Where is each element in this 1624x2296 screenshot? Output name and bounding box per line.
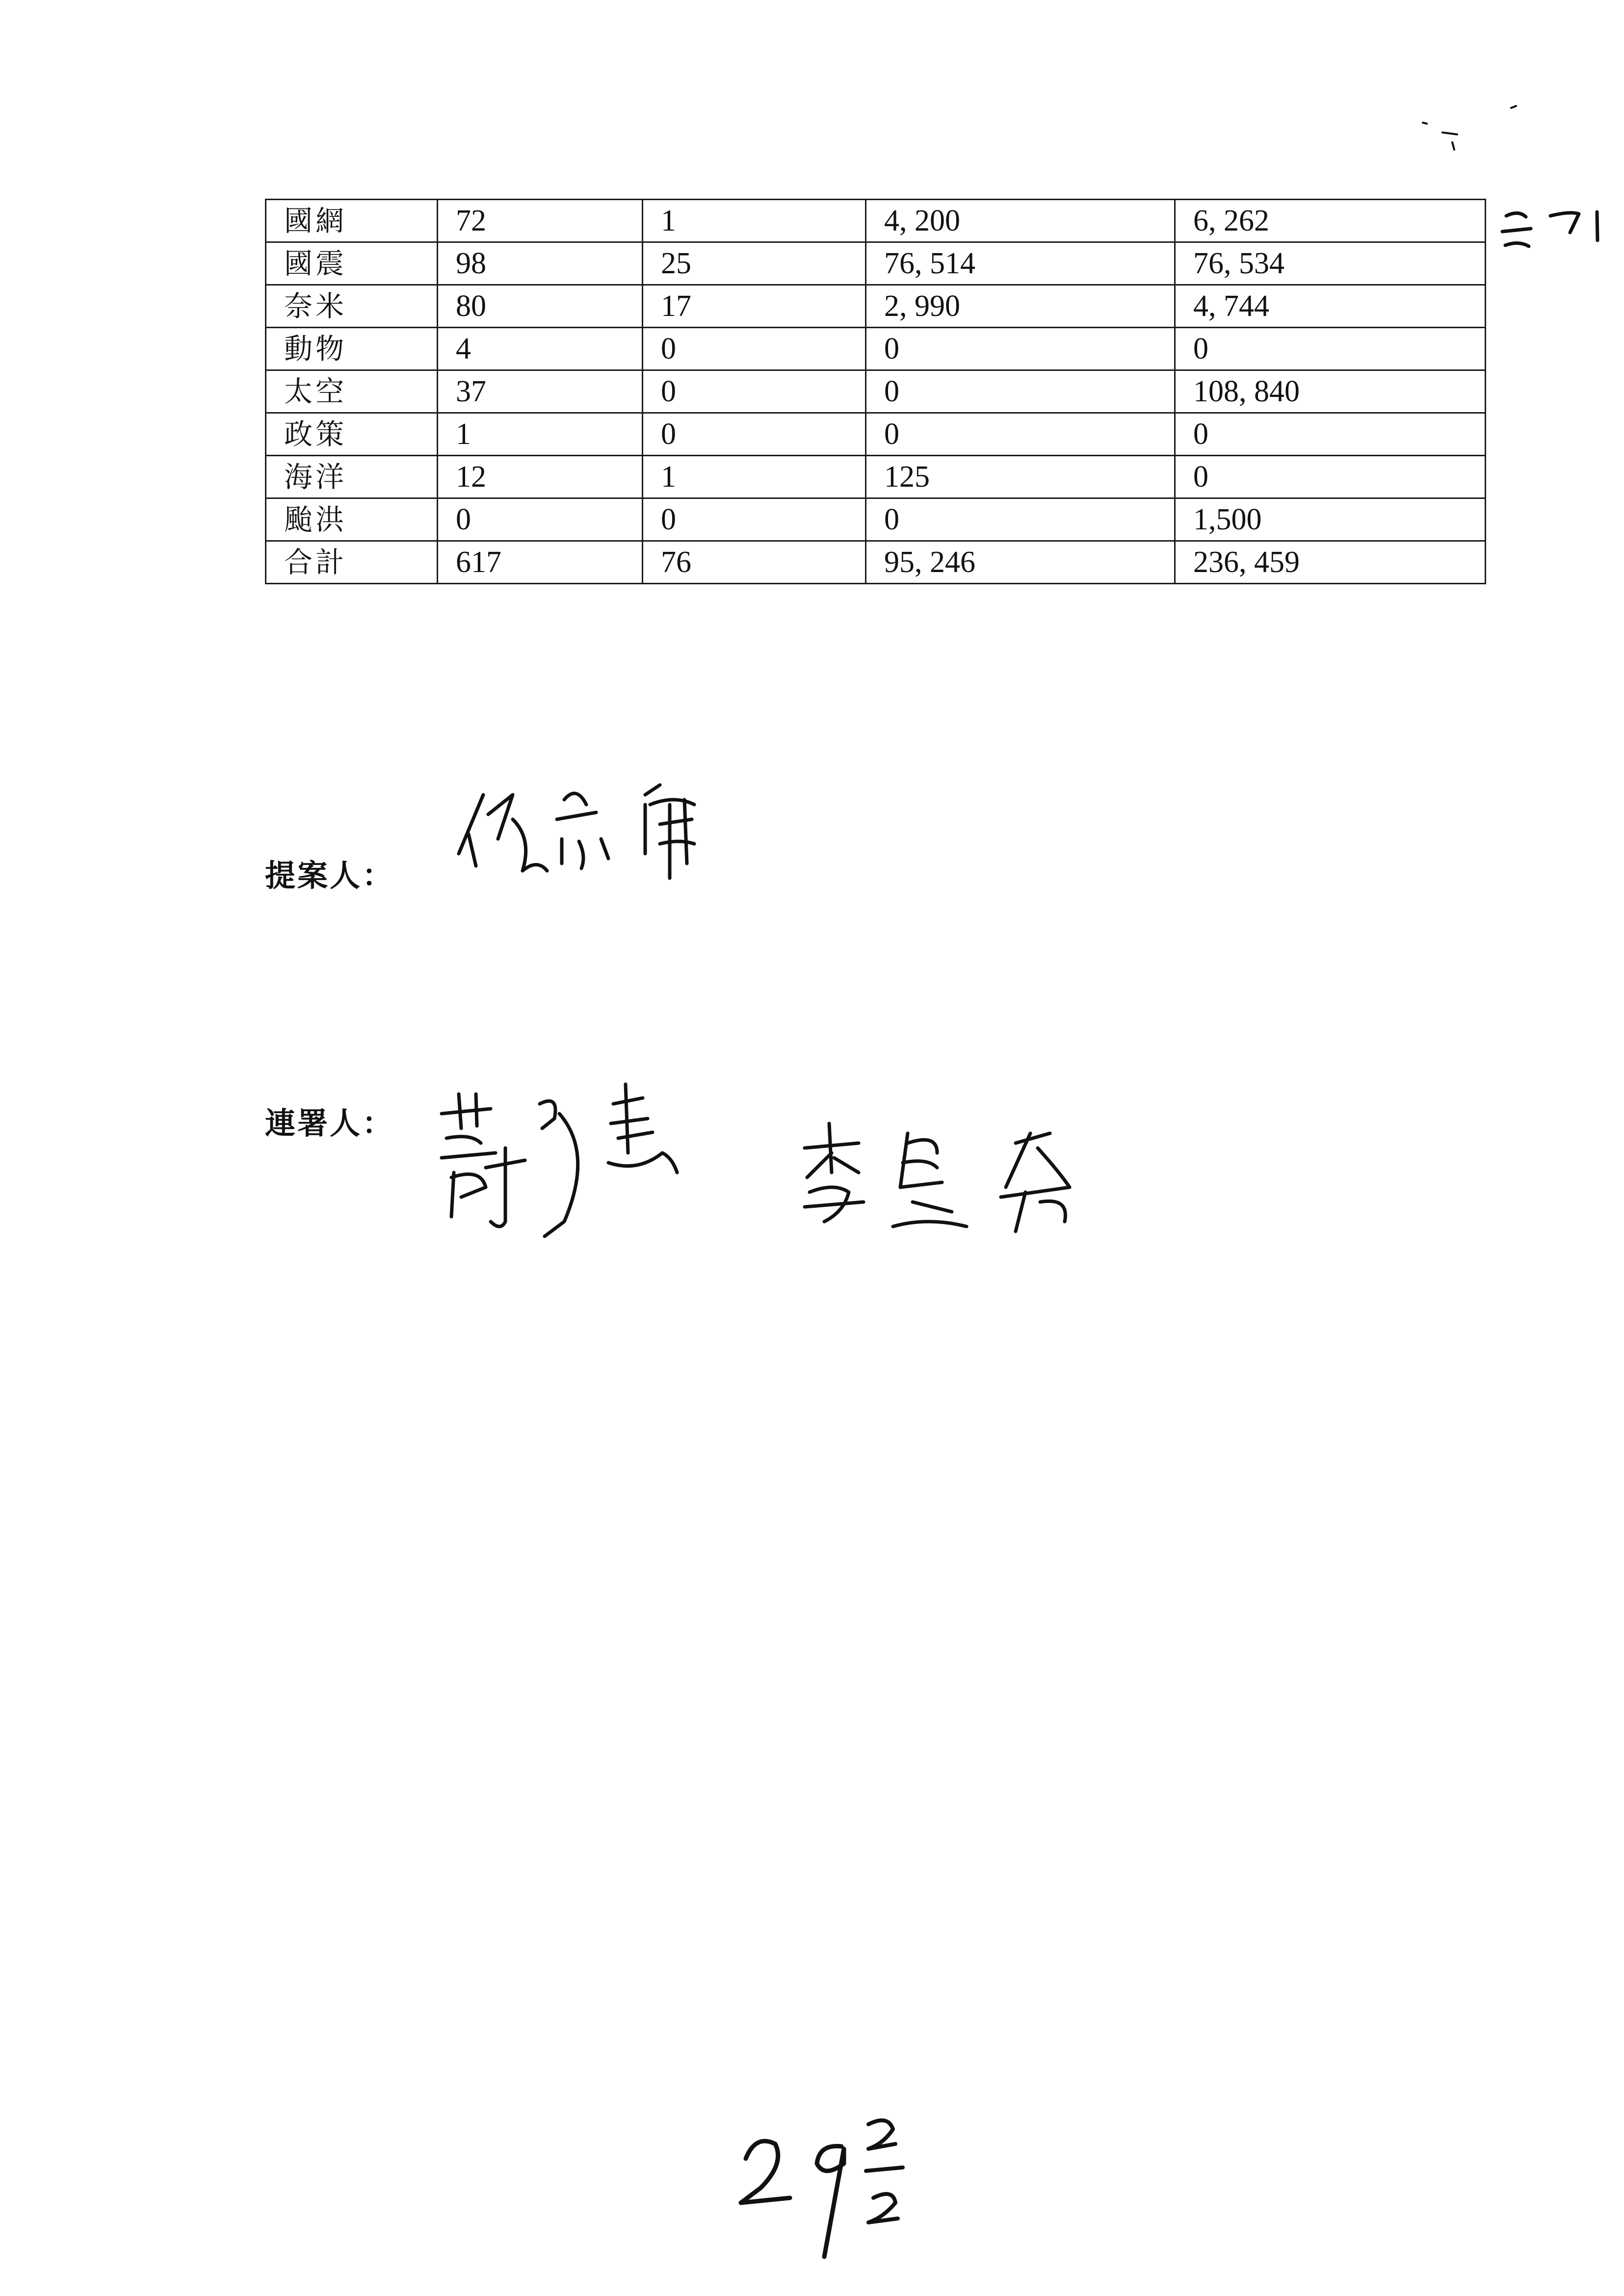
- table-cell: 0: [1175, 328, 1486, 370]
- data-table: [265, 199, 1486, 584]
- table-cell: 0: [643, 413, 866, 456]
- cosigner-signature-1: [432, 1074, 707, 1241]
- proposer-label: 提案人：: [265, 858, 395, 893]
- table-cell: 76, 514: [866, 242, 1175, 285]
- cosigner-signature-2: [795, 1114, 1109, 1241]
- table-cell: 合計: [266, 541, 438, 584]
- table-cell: 0: [643, 328, 866, 370]
- table-cell: 1: [643, 200, 866, 242]
- table-row: [266, 328, 1486, 370]
- table-row: [266, 200, 1486, 242]
- table-cell: 0: [866, 328, 1175, 370]
- table-cell: 108, 840: [1175, 370, 1486, 413]
- table-cell: 98: [438, 242, 643, 285]
- table-cell: 0: [866, 370, 1175, 413]
- table-cell: 1,500: [1175, 498, 1486, 541]
- table-cell: 12: [438, 456, 643, 498]
- table-cell: 政策: [266, 413, 438, 456]
- table-cell: 0: [438, 498, 643, 541]
- cosigner-label: 連署人：: [265, 1105, 395, 1141]
- handwritten-page-number: [726, 2105, 932, 2271]
- table-cell: 動物: [266, 328, 438, 370]
- table-cell: 125: [866, 456, 1175, 498]
- table-cell: 0: [1175, 456, 1486, 498]
- scan-marks: [1413, 103, 1531, 162]
- table-cell: 國網: [266, 200, 438, 242]
- table-cell: 1: [438, 413, 643, 456]
- page-number-29-handwriting: [726, 2105, 932, 2271]
- table-cell: 國震: [266, 242, 438, 285]
- table-cell: 617: [438, 541, 643, 584]
- table-cell: 0: [866, 413, 1175, 456]
- table-row: [266, 498, 1486, 541]
- table-cell: 4, 744: [1175, 285, 1486, 328]
- table-row: [266, 370, 1486, 413]
- table-cell: 太空: [266, 370, 438, 413]
- table-cell: 76, 534: [1175, 242, 1486, 285]
- table-cell: 37: [438, 370, 643, 413]
- table-cell: 2, 990: [866, 285, 1175, 328]
- table-row: [266, 242, 1486, 285]
- table-row-total: [266, 541, 1486, 584]
- table-cell: 0: [866, 498, 1175, 541]
- table-cell: 4, 200: [866, 200, 1175, 242]
- table-cell: 颱洪: [266, 498, 438, 541]
- table-cell: 1: [643, 456, 866, 498]
- table-cell: 奈米: [266, 285, 438, 328]
- table-cell: 0: [1175, 413, 1486, 456]
- table-cell: 0: [643, 370, 866, 413]
- table-row: [266, 456, 1486, 498]
- table-cell: 25: [643, 242, 866, 285]
- table-cell: 海洋: [266, 456, 438, 498]
- table-cell: 0: [643, 498, 866, 541]
- margin-handwritten-mark: [1496, 201, 1614, 260]
- table-cell: 236, 459: [1175, 541, 1486, 584]
- table-cell: 95, 246: [866, 541, 1175, 584]
- table-cell: 17: [643, 285, 866, 328]
- table-cell: 4: [438, 328, 643, 370]
- table-cell: 76: [643, 541, 866, 584]
- table-row: [266, 285, 1486, 328]
- table-cell: 72: [438, 200, 643, 242]
- table-cell: 6, 262: [1175, 200, 1486, 242]
- proposer-signature: [439, 765, 783, 888]
- table-row: [266, 413, 1486, 456]
- table-cell: 80: [438, 285, 643, 328]
